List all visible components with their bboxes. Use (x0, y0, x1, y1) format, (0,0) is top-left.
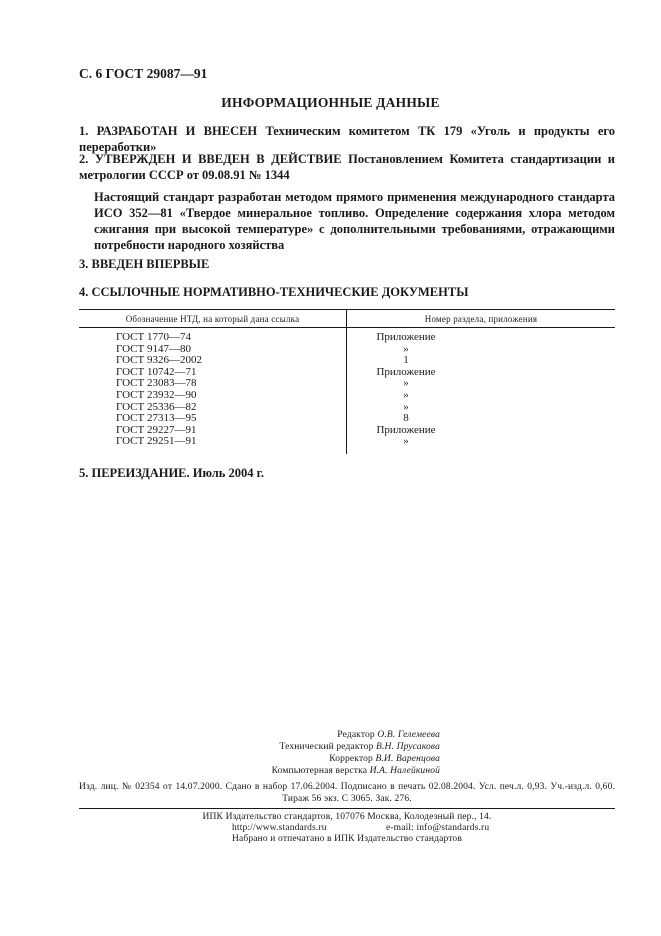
credits-block (200, 729, 440, 777)
publisher-site: http://www.standards.ru (232, 823, 327, 833)
publisher-line-1: ИПК Издательство стандартов, 107076 Москва, Колодезный пер., 14. (202, 812, 492, 822)
credit-label: Компьютерная верстка (271, 766, 368, 776)
table-doc-cell: ГОСТ 1770—74 (116, 331, 191, 343)
publisher-line-3: Набрано и отпечатано в ИПК Издательство стандартов (232, 834, 462, 844)
table-ref-cell: 8 (403, 412, 409, 425)
item-approved (79, 151, 615, 183)
item-introduced (79, 256, 615, 272)
table-ref-cell: » (403, 342, 409, 355)
table-doc-cell: ГОСТ 23932—90 (116, 388, 197, 401)
table-doc-cell: ГОСТ 29251—91 (116, 435, 197, 448)
credit-name: И.А. Налейкиной (369, 766, 440, 776)
table-ref-cell: » (403, 377, 409, 390)
item-number: 4. (79, 285, 89, 299)
item-lead: ПЕРЕИЗДАНИЕ. (91, 466, 190, 480)
item-text: Постановлением Комитета стандартизации и метрологии СССР от 09.08.91 № 1344 (79, 152, 616, 182)
item-number: 2. (79, 152, 89, 166)
table-ref-cell: 1 (403, 354, 409, 367)
credit-label: Технический редактор (279, 742, 374, 752)
item-text: Техническим комитетом ТК 179 «Уголь и продукты его переработки» (79, 124, 615, 154)
table-ref-cell: » (403, 435, 409, 448)
item-reissue (79, 465, 615, 481)
table-ref-cell: Приложение (376, 423, 436, 436)
imprint-rule (79, 808, 615, 809)
item-text: Июль 2004 г. (189, 466, 264, 480)
credit-name: О.В. Гелемеева (377, 730, 440, 740)
table-col1-header: Обозначение НТД, на который дана ссылка (125, 314, 300, 324)
item-lead: ССЫЛОЧНЫЕ НОРМАТИВНО-ТЕХНИЧЕСКИЕ ДОКУМЕНТЫ (91, 285, 469, 299)
item-references (79, 284, 615, 300)
standard-note: Настоящий стандарт разработан методом прямого применения международного стандарта ИСО 352—81 «Твердое минеральное топливо. Определение содержания хлора методом сжигания при высокой температуре» с дополнительными требованиями, отражающими потребности народного хозяйства (94, 190, 615, 252)
table-doc-cell: ГОСТ 10742—71 (116, 365, 197, 378)
imprint-line-1: Изд. лиц. № 02354 от 14.07.2000. Сдано в набор 17.06.2004. Подписано в печать 02.08.2004. Усл. печ.л. 0,93. Уч.-изд.л. 0,60. (79, 782, 615, 792)
credit-layout (200, 765, 440, 777)
credit-corrector (200, 753, 440, 765)
table-doc-cell: ГОСТ 25336—82 (116, 400, 197, 413)
table-ref-list (366, 332, 446, 448)
page-title: ИНФОРМАЦИОННЫЕ ДАННЫЕ (221, 95, 440, 110)
table-top-rule (79, 309, 615, 310)
table-doc-list (116, 332, 202, 448)
credit-editor (200, 729, 440, 741)
table-ref-cell: Приложение (376, 331, 436, 343)
table-ref-cell: » (403, 400, 409, 413)
table-doc-cell: ГОСТ 23083—78 (116, 377, 197, 390)
item-number: 3. (79, 257, 89, 271)
table-header-rule (79, 327, 615, 328)
item-lead: РАЗРАБОТАН И ВНЕСЕН (96, 124, 258, 138)
page-header: С. 6 ГОСТ 29087—91 (79, 66, 208, 81)
table-column-divider (346, 309, 347, 454)
credit-label: Редактор (337, 730, 375, 740)
credit-label: Корректор (329, 754, 373, 764)
table-doc-cell: ГОСТ 9147—80 (116, 342, 191, 355)
imprint-line-2: Тираж 56 экз. С 3065. Зак. 276. (282, 794, 412, 804)
table-doc-cell: ГОСТ 9326—2002 (116, 354, 202, 367)
table-doc-cell: ГОСТ 29227—91 (116, 423, 197, 436)
item-lead: УТВЕРЖДЕН И ВВЕДЕН В ДЕЙСТВИЕ (94, 152, 342, 166)
item-lead: ВВЕДЕН ВПЕРВЫЕ (91, 257, 210, 271)
table-doc-cell: ГОСТ 27313—95 (116, 412, 197, 425)
table-col2-header: Номер раздела, приложения (424, 314, 538, 324)
item-number: 1. (79, 124, 89, 138)
item-number: 5. (79, 466, 89, 480)
credit-name: В.И. Варенцова (375, 754, 440, 764)
credit-tech-editor (200, 741, 440, 753)
table-ref-cell: Приложение (376, 365, 436, 378)
credit-name: В.Н. Прусакова (376, 742, 440, 752)
publisher-email: e-mail: info@standards.ru (386, 823, 490, 833)
table-ref-cell: » (403, 388, 409, 401)
